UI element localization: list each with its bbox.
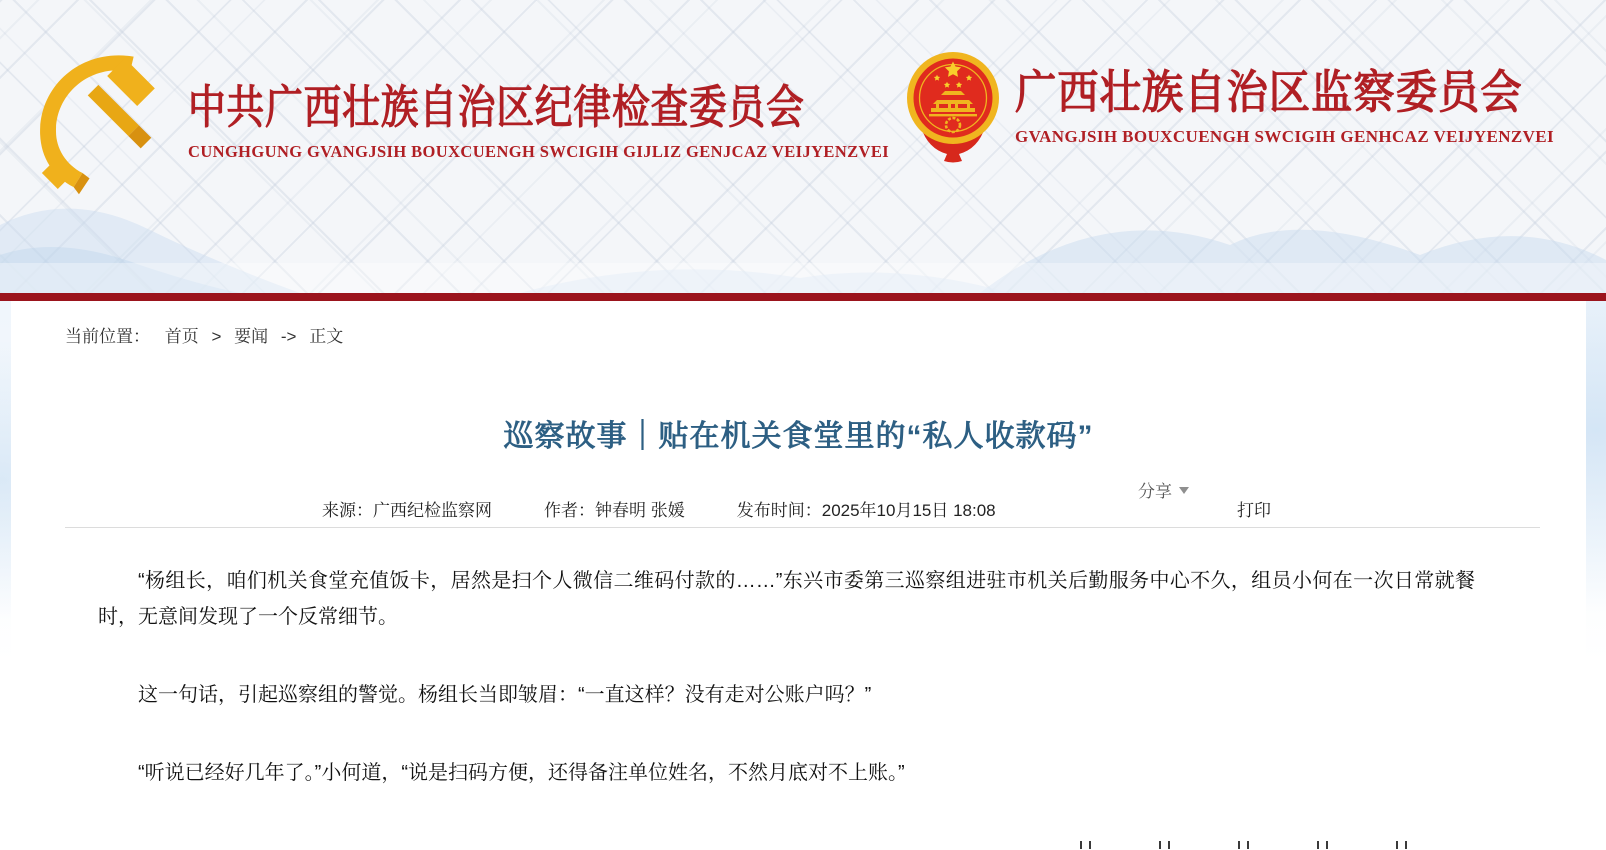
national-emblem-icon [903, 48, 1003, 163]
right-brand [903, 48, 1579, 163]
breadcrumb-separator: -> [280, 327, 297, 346]
meta-source-value: 广西纪检监察网 [373, 501, 492, 520]
breadcrumb-section-link[interactable]: 要闻 [234, 327, 269, 346]
meta-author-value: 钟春明 张媛 [595, 501, 685, 520]
share-button[interactable] [1138, 477, 1189, 502]
header-divider-bar [0, 293, 1606, 301]
meta-source-label: 来源： [322, 501, 373, 520]
meta-publish-time [737, 499, 996, 523]
article-body [98, 563, 1475, 833]
left-org-name-zhuang: CUNGHGUNG GVANGJSIH BOUXCUENGH SWCIGIH GIJLIZ GENJCAZ VEIJYENZVEI [188, 142, 890, 161]
article-meta [322, 499, 996, 523]
print-button[interactable]: 打印 [1237, 501, 1271, 520]
site-header [0, 0, 1606, 293]
article-paragraph: 这一句话，引起巡察组的警觉。杨组长当即皱眉：“一直这样？没有走对公账户吗？” [138, 684, 872, 706]
meta-author-label: 作者： [544, 501, 595, 520]
meta-divider-line [65, 527, 1540, 528]
meta-source [322, 499, 492, 523]
meta-author [544, 499, 685, 523]
left-brand [26, 46, 940, 196]
left-org-name: 中共广西壮族自治区纪律检查委员会 [188, 82, 805, 133]
party-emblem-icon [26, 46, 176, 196]
chevron-down-icon [1179, 487, 1189, 499]
content-panel [11, 301, 1586, 850]
article-paragraph: “听说已经好几年了。”小何道，“说是扫码方便，还得备注单位姓名，不然月底对不上账。” [138, 762, 905, 784]
clipped-next-paragraph-tops [1080, 841, 1420, 849]
right-org-name-zhuang: GVANGJSIH BOUXCUENGH SWCIGIH GENHCAZ VEIJYENZVEI [1015, 126, 1555, 146]
breadcrumb-separator: > [211, 327, 222, 346]
meta-time-value: 2025年10月15日 18:08 [821, 501, 996, 520]
breadcrumb [65, 327, 343, 347]
breadcrumb-home-link[interactable]: 首页 [164, 327, 199, 346]
breadcrumb-label: 当前位置： [65, 327, 150, 346]
share-label: 分享 [1138, 482, 1172, 501]
right-org-name: 广西壮族自治区监察委员会 [1015, 66, 1523, 118]
article-paragraph: “杨组长，咱们机关食堂充值饭卡，居然是扫个人微信二维码付款的……”东兴市委第三巡察组进驻市机关后勤服务中心不久，组员小何在一次日常就餐时，无意间发现了一个反常细节。 [98, 570, 1475, 628]
article-title: 巡察故事｜贴在机关食堂里的“私人收款码” [503, 420, 1094, 453]
breadcrumb-current: 正文 [309, 327, 344, 346]
meta-time-label: 发布时间： [736, 501, 822, 520]
